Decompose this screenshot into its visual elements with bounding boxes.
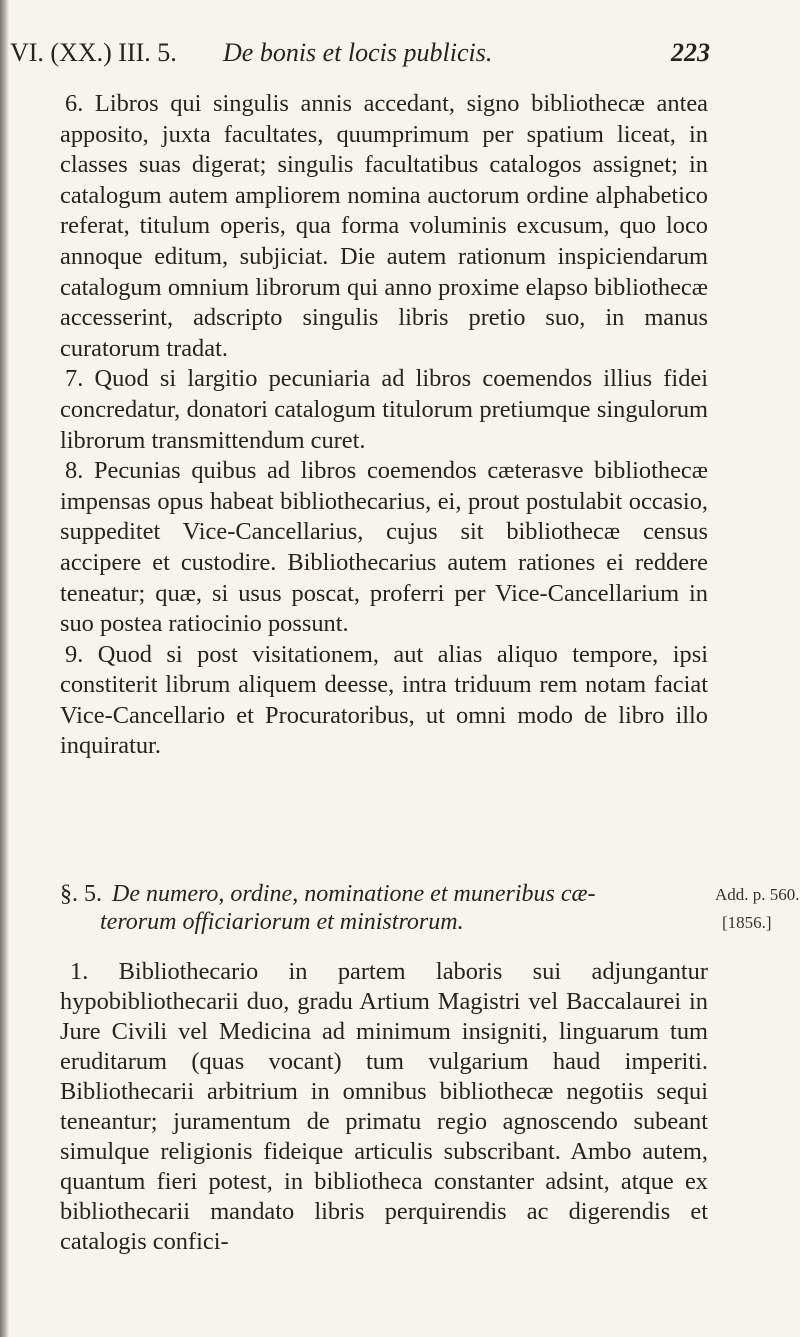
statutes-block-lower: [60, 957, 708, 1257]
paragraph-1: 1. Bibliothecario in partem laboris sui adjungantur hypobibliothecarii duo, gradu Artium Magistri vel Baccalaurei in Jure Civili vel Medicina ad minimum insigniti, linguarum tum eruditarum (quas vocant) tum vulgarium haud imperiti. Bibliothecarii arbitrium in omnibus bibliothecæ negotiis sequi teneantur; juramentum de primatu regio agnoscendo subeant simulque religionis fideique articulis subscribant. Ambo autem, quantum fieri potest, in bibliotheca constanter adsint, atque ex bibliothecarii mandato libris perquirendis ac digerendis et catalogis confici-: [60, 958, 708, 1255]
paragraph-9: 9. Quod si post visitationem, aut alias aliquo tempore, ipsi constiterit librum aliquem deesse, intra triduum rem notam faciat Vice-Cancellario et Procuratoribus, ut omni modo de libro illo inquiratur.: [60, 640, 708, 760]
margin-note-addendum: Add. p. 560.: [715, 885, 800, 904]
section-title-line1: De numero, ordine, nominatione et muneribus cæ-: [112, 881, 596, 907]
section-number: §. 5.: [60, 881, 102, 907]
statutes-block-upper: [60, 89, 708, 762]
header-title: De bonis et locis publicis.: [223, 38, 493, 67]
paragraph-7: 7. Quod si largitio pecuniaria ad libros coemendos illius fidei concredatur, donatori catalogum titulorum pretiumque singulorum librorum transmittendum curet.: [60, 365, 708, 454]
header-reference: VI. (XX.) III. 5.: [10, 38, 177, 67]
paragraph-8: 8. Pecunias quibus ad libros coemendos cæterasve bibliothecæ impensas opus habeat bibliothecarius, ei, prout postulabit occasio, suppeditet Vice-Cancellarius, cujus sit bibliothecæ census accipere et custodire. Bibliothecarius autem rationes ei reddere teneatur; quæ, si usus poscat, proferri per Vice-Cancellarium in suo postea ratiocinio possunt.: [60, 457, 708, 638]
section-title-line2: terorum officiariorum et ministrorum.: [100, 909, 464, 935]
section-heading: [60, 880, 710, 936]
page-number: 223: [671, 38, 710, 67]
margin-note-year: [1856.]: [722, 913, 772, 932]
running-header: [10, 38, 710, 78]
paragraph-6: 6. Libros qui singulis annis accedant, signo bibliothecæ antea apposito, juxta facultates, quumprimum per spatium liceat, in classes suas digerat; singulis facultatibus catalogos assignet; in catalogum autem ampliorem nomina auctorum ordine alphabetico referat, titulum operis, qua forma voluminis excusum, quo loco annoque editum, subjiciat. Die autem rationum inspiciendarum catalogum omnium librorum qui anno proxime elapso bibliothecæ accesserint, adscripto singulis libris pretio suo, in manus curatorum tradat.: [60, 90, 708, 362]
